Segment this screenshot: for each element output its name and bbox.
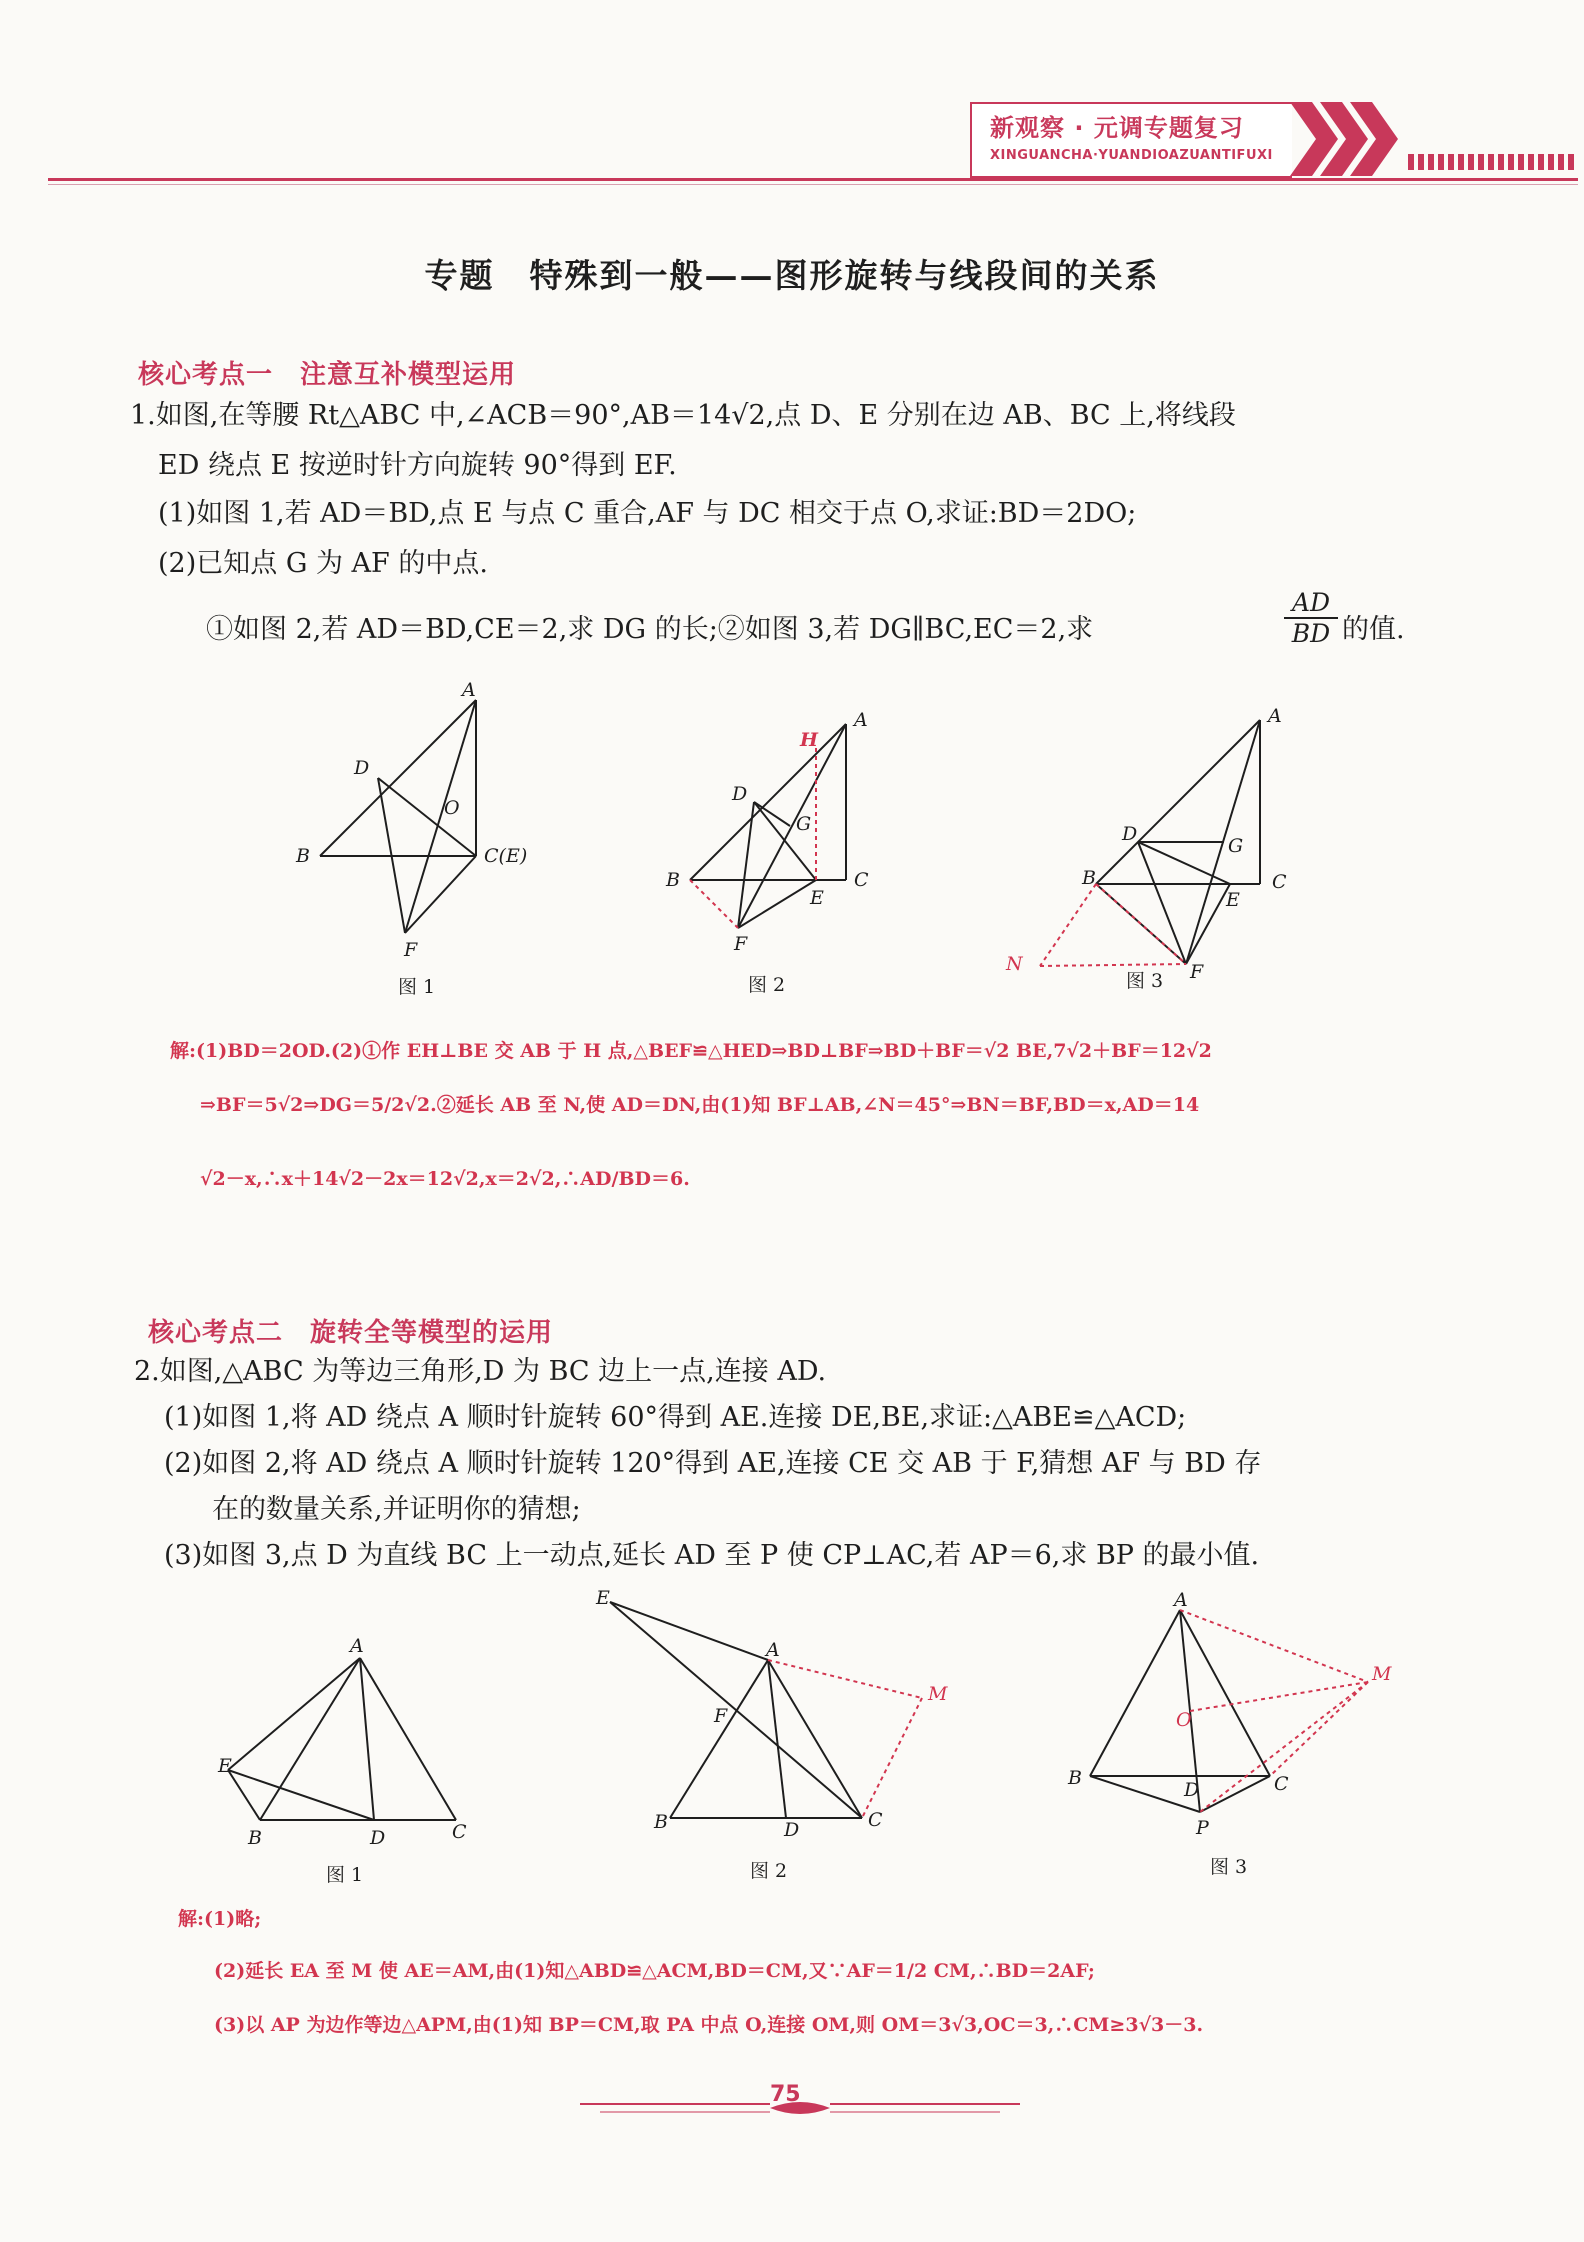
- svg-text:N: N: [1006, 953, 1023, 975]
- q1-fraction-num: AD: [1284, 588, 1338, 619]
- header-brand-cn: 新观察 · 元调专题复习: [990, 114, 1244, 142]
- svg-text:O: O: [1176, 1709, 1192, 1731]
- svg-text:F: F: [1190, 961, 1204, 983]
- page-number: 75: [770, 2082, 801, 2107]
- svg-text:C: C: [854, 869, 869, 891]
- svg-text:A: A: [462, 679, 476, 701]
- svg-text:B: B: [654, 1811, 668, 1833]
- svg-text:A: A: [1268, 705, 1282, 727]
- svg-text:B: B: [248, 1827, 262, 1849]
- q2-part3: (3)如图 3,点 D 为直线 BC 上一动点,延长 AD 至 P 使 CP⊥AC,若 AP＝6,求 BP 的最小值.: [164, 1540, 1260, 1571]
- svg-text:E: E: [596, 1590, 610, 1609]
- svg-text:D: D: [732, 783, 748, 805]
- svg-text:A: A: [350, 1635, 364, 1657]
- q2-fig2-caption: 图 2: [750, 1860, 788, 1882]
- q1-fig3-caption: 图 3: [1126, 970, 1164, 992]
- header-chevrons-icon: [1290, 102, 1580, 176]
- header-brand-en: XINGUANCHA·YUANDIOAZUANTIFUXI: [990, 148, 1273, 163]
- svg-text:A: A: [766, 1639, 780, 1661]
- section1-heading: 核心考点一 注意互补模型运用: [138, 360, 517, 390]
- svg-text:E: E: [810, 887, 824, 909]
- q1-part3: ①如图 2,若 AD＝BD,CE＝2,求 DG 的长;②如图 3,若 DG∥BC,EC＝2,求: [206, 614, 1094, 645]
- header-rule-thin: [48, 184, 1578, 185]
- svg-text:F: F: [714, 1705, 728, 1727]
- svg-text:E: E: [1226, 889, 1240, 911]
- svg-text:C: C: [868, 1809, 883, 1831]
- q1-part1: (1)如图 1,若 AD＝BD,点 E 与点 C 重合,AF 与 DC 相交于点 O,求证:BD＝2DO;: [158, 498, 1137, 529]
- q1-figure-3: [1000, 700, 1300, 990]
- q1-line2: ED 绕点 E 按逆时针方向旋转 90°得到 EF.: [158, 450, 677, 481]
- svg-text:G: G: [1228, 835, 1244, 857]
- svg-text:A: A: [854, 709, 868, 731]
- q1-answer-line3: √2－x,∴x＋14√2－2x＝12√2,x＝2√2,∴AD/BD＝6.: [200, 1168, 690, 1190]
- q1-line1: 1.如图,在等腰 Rt△ABC 中,∠ACB＝90°,AB＝14√2,点 D、E 分别在边 AB、BC 上,将线段: [130, 400, 1236, 431]
- svg-text:C: C: [452, 1821, 467, 1843]
- svg-text:D: D: [784, 1819, 800, 1841]
- header-rule: [48, 178, 1578, 181]
- q1-figure-2: [650, 700, 900, 970]
- q1-part2: (2)已知点 G 为 AF 的中点.: [158, 548, 488, 579]
- q2-part1: (1)如图 1,将 AD 绕点 A 顺时针旋转 60°得到 AE.连接 DE,BE,求证:△ABE≌△ACD;: [164, 1402, 1187, 1433]
- q1-figure-1: [280, 670, 580, 970]
- page-title: 专题 特殊到一般——图形旋转与线段间的关系: [424, 256, 1160, 295]
- svg-text:F: F: [734, 933, 748, 955]
- svg-text:D: D: [1122, 823, 1138, 845]
- q2-figure-1: [200, 1630, 500, 1860]
- svg-text:P: P: [1196, 1817, 1209, 1839]
- svg-text:M: M: [1372, 1663, 1392, 1685]
- q1-part3-end: 的值.: [1342, 614, 1405, 645]
- svg-text:D: D: [370, 1827, 386, 1849]
- svg-text:M: M: [928, 1683, 948, 1705]
- svg-text:G: G: [796, 813, 812, 835]
- svg-text:A: A: [1174, 1590, 1188, 1611]
- q1-fraction: [1284, 588, 1338, 648]
- q2-figure-3: [1050, 1590, 1410, 1850]
- svg-text:E: E: [218, 1755, 232, 1777]
- q2-part2a: (2)如图 2,将 AD 绕点 A 顺时针旋转 120°得到 AE,连接 CE 交 AB 于 F,猜想 AF 与 BD 存: [164, 1448, 1262, 1479]
- q2-line1: 2.如图,△ABC 为等边三角形,D 为 BC 边上一点,连接 AD.: [134, 1356, 827, 1387]
- svg-text:H: H: [800, 729, 818, 751]
- q2-fig1-caption: 图 1: [326, 1864, 364, 1886]
- svg-text:B: B: [1082, 867, 1096, 889]
- svg-text:C: C: [1274, 1773, 1289, 1795]
- svg-text:B: B: [1068, 1767, 1082, 1789]
- q2-answer-line1: 解:(1)略;: [178, 1908, 262, 1930]
- q2-figure-2: [590, 1590, 970, 1850]
- q1-answer-line1: 解:(1)BD＝2OD.(2)①作 EH⊥BE 交 AB 于 H 点,△BEF≌△HED⇒BD⊥BF⇒BD＋BF＝√2 BE,7√2＋BF＝12√2: [170, 1040, 1212, 1062]
- svg-text:D: D: [1184, 1779, 1200, 1801]
- svg-text:C(E): C(E): [484, 845, 528, 867]
- q1-fig1-caption: 图 1: [398, 976, 436, 998]
- q1-answer-line2: ⇒BF＝5√2⇒DG＝5/2√2.②延长 AB 至 N,使 AD＝DN,由(1)知 BF⊥AB,∠N＝45°⇒BN＝BF,BD＝x,AD＝14: [200, 1094, 1200, 1116]
- q1-fraction-den: BD: [1291, 619, 1331, 648]
- svg-text:O: O: [444, 797, 460, 819]
- q1-fig2-caption: 图 2: [748, 974, 786, 996]
- svg-text:C: C: [1272, 871, 1287, 893]
- svg-text:B: B: [296, 845, 310, 867]
- section2-heading: 核心考点二 旋转全等模型的运用: [148, 1318, 554, 1348]
- svg-text:F: F: [404, 939, 418, 961]
- q2-fig3-caption: 图 3: [1210, 1856, 1248, 1878]
- q2-part2b: 在的数量关系,并证明你的猜想;: [212, 1494, 581, 1525]
- svg-text:D: D: [354, 757, 370, 779]
- svg-text:B: B: [666, 869, 680, 891]
- q2-answer-line2: (2)延长 EA 至 M 使 AE＝AM,由(1)知△ABD≌△ACM,BD＝CM,又∵AF＝1/2 CM,∴BD＝2AF;: [214, 1960, 1095, 1982]
- q2-answer-line3: (3)以 AP 为边作等边△APM,由(1)知 BP＝CM,取 PA 中点 O,连接 OM,则 OM＝3√3,OC＝3,∴CM≥3√3－3.: [214, 2014, 1204, 2036]
